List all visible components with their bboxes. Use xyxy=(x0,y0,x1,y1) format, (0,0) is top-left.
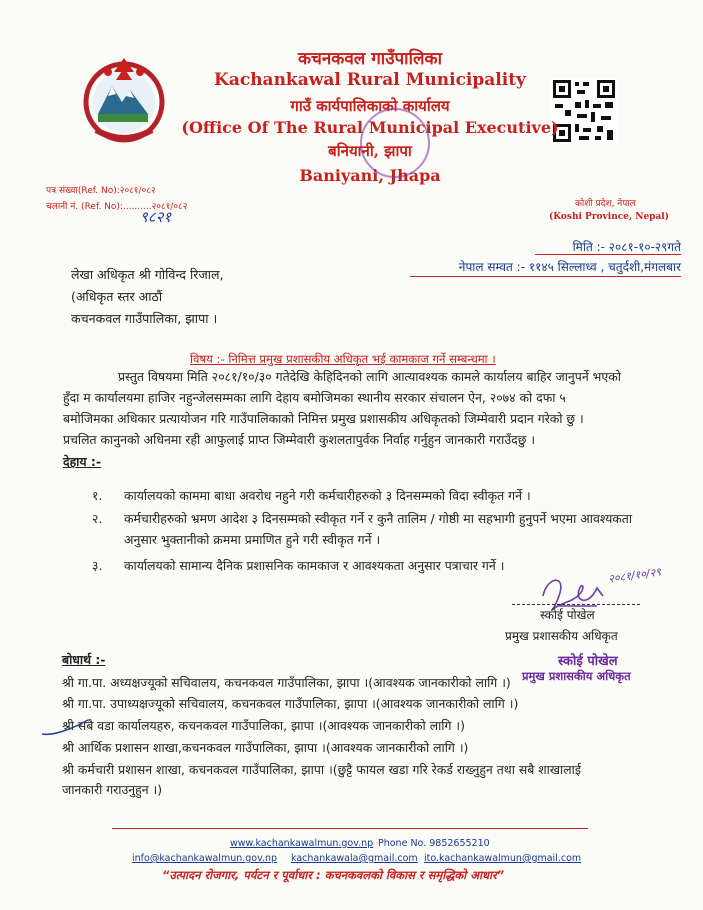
designation-stamp: प्रमुख प्रशासकीय अधिकृत xyxy=(522,669,631,683)
list-item-1: कार्यालयको काममा बाधा अवरोध नहुने गरी कर्मचारीहरुको ३ दिनसम्मको विदा स्वीकृत गर्ने । xyxy=(124,488,531,503)
handwritten-mark xyxy=(40,716,90,738)
body-line-3: बमोजिमका अधिकार प्रत्यायोजन गरि गाउँपालिकाको निमित्त प्रमुख प्रशासकीय अधिकृतको जिम्मेवारी प्रदान गरेको छु । xyxy=(63,411,584,426)
cc-line-2: श्री गा.पा. उपाध्यक्षज्यूको सचिवालय, कचनकवल गाउँपालिका, झापा ।(आवश्यक जानकारीको लागि ।) xyxy=(62,696,519,711)
recipient-line1: लेखा अधिकृत श्री गोविन्द रिजाल, xyxy=(71,267,224,282)
list-item-3: कार्यालयको सामान्य दैनिक प्रशासनिक कामकाज र आवश्यकता अनुसार पत्राचार गर्ने । xyxy=(124,558,505,573)
recipient-line3: कचनकवल गाउँपालिका, झापा । xyxy=(71,311,218,326)
body-line-1: प्रस्तुत विषयमा मिति २०८१/१०/३० गतेदेखि केहिदिनको लागि आत्यावश्यक कामले कार्यालय बाहिर जानुपर्ने भएको xyxy=(118,369,621,384)
footer-email-gmail[interactable]: kachankawala@gmail.com xyxy=(291,853,418,864)
list-item-2-number: २. xyxy=(92,511,103,526)
subject-line: विषय :- निमित्त प्रमुख प्रशासकीय अधिकृत भई कामकाज गर्ने सम्बन्धमा । xyxy=(190,352,496,366)
office-name-nepali: गाउँ कार्यपालिकाको कार्यालय xyxy=(290,97,450,115)
footer-slogan: “उत्पादन रोजगार, पर्यटन र पूर्वाधार : कचनकवलको विकास र समृद्धिको आधार” xyxy=(162,868,505,882)
cc-line-5: श्री कर्मचारी प्रशासन शाखा, कचनकवल गाउँपालिका, झापा ।(छुट्टै फायल खडा गरि रेकर्ड राख्नुहुन तथा सबै शाखालाई xyxy=(62,762,581,777)
province-nepali: कोशी प्रदेश, नेपाल xyxy=(575,199,636,209)
office-name-english: (Office Of The Rural Municipal Executive) xyxy=(181,118,559,137)
footer-phone: Phone No. 9852655210 xyxy=(378,838,490,849)
ref-value: २०८१/०८२ xyxy=(119,186,156,196)
municipality-name-nepali: कचनकवल गाउँपालिका xyxy=(298,49,442,69)
nepal-sambat-line: नेपाल सम्वत :- ११४५ सिल्लाध्व , चतुर्दशी,मंगलबार xyxy=(458,260,681,274)
location-nepali: बनियानी, झापा xyxy=(328,142,412,160)
dispatch-handwritten: ९८२१ xyxy=(140,208,172,226)
footer-website[interactable]: www.kachankawalmun.gov.np xyxy=(230,838,374,849)
dispatch-value: ..........२०८१/०८२ xyxy=(122,202,188,212)
location-english: Baniyani, Jhapa xyxy=(299,166,441,185)
signatory-designation: प्रमुख प्रशासकीय अधिकृत xyxy=(505,629,618,643)
body-line-4: प्रचलित कानुनको अधिनमा रही आफुलाई प्राप्त जिम्मेवारी कुशलतापुर्वक निर्वाह गर्नुहुन जानकारी गराउँदछु । xyxy=(63,432,536,447)
ref-label: पत्र संख्या(Ref. No): xyxy=(46,186,120,196)
cc-line-3: श्री सबै वडा कार्यालयहरु, कचनकवल गाउँपालिका, झापा ।(आवश्यक जानकारीको लागि ।) xyxy=(62,718,465,733)
footer-email-info[interactable]: info@kachankawalmun.gov.np xyxy=(132,853,278,864)
province-english: (Koshi Province, Nepal) xyxy=(549,212,669,222)
signature-date: २०८१/१०/२९ xyxy=(607,565,662,586)
signatory-name: स्कोई पोखेल xyxy=(540,608,595,622)
recipient-line2: (अधिकृत स्तर आठौं xyxy=(71,289,163,304)
footer-email-ito[interactable]: ito.kachankawalmun@gmail.com xyxy=(424,853,582,864)
list-item-3-number: ३. xyxy=(92,558,103,573)
name-stamp: स्कोई पोखेल xyxy=(558,654,618,669)
list-item-2-line1: कर्मचारीहरुको भ्रमण आदेश ३ दिनसम्मको स्वीकृत गर्ने र कुनै तालिम / गोष्ठी मा सहभागी हुनुपर्ने भएमा आवश्यकता xyxy=(124,511,633,526)
cc-heading: बोधार्थ :- xyxy=(62,652,106,667)
body-line-2: हुँदा म कार्यालयमा हाजिर नहुन्जेलसम्मका लागि देहाय बमोजिमका स्थानीय सरकार संचालन ऐन, २०७४ को दफा ५ xyxy=(63,390,566,405)
cc-line-4: श्री आर्थिक प्रशासन शाखा,कचनकवल गाउँपालिका, झापा ।(आवश्यक जानकारीको लागि ।) xyxy=(62,740,469,755)
list-heading: देहाय :- xyxy=(63,454,101,469)
dispatch-label: चलानी नं. (Ref. No): xyxy=(46,202,123,212)
office-stamp xyxy=(360,108,430,178)
date-line: मिति :- २०८१-१०-२९गते xyxy=(572,240,681,254)
cc-line-6: जानकारी गराउनुहुन ।) xyxy=(62,782,163,797)
municipality-name-english: Kachankawal Rural Municipality xyxy=(214,70,526,90)
list-item-2-line2: अनुसार भुक्तानीको क्रममा प्रमाणित हुने गरी स्वीकृत गर्ने । xyxy=(124,532,381,547)
ref-number xyxy=(46,183,156,196)
list-item-1-number: १. xyxy=(92,488,103,503)
cc-line-1: श्री गा.पा. अध्यक्षज्यूको सचिवालय, कचनकवल गाउँपालिका, झापा ।(आवश्यक जानकारीको लागि ।) xyxy=(62,675,511,690)
